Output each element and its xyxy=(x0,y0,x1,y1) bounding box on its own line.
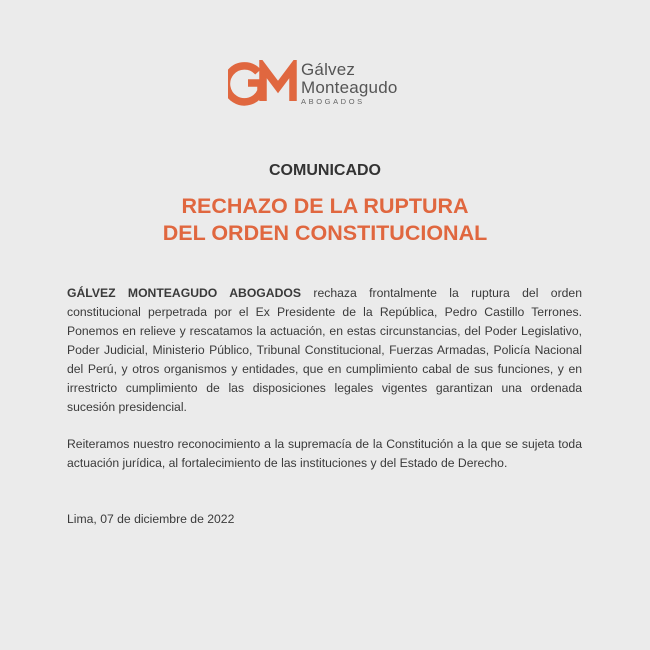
document-title xyxy=(0,193,650,247)
document-body xyxy=(67,284,582,473)
logo-subtitle: ABOGADOS xyxy=(301,96,365,106)
document-date: Lima, 07 de diciembre de 2022 xyxy=(67,512,235,526)
logo-line-galvez: Gálvez xyxy=(301,59,356,79)
paragraph-2: Reiteramos nuestro reconocimiento a la supremacía de la Constitución a la que se sujeta toda actuación jurídica, al fortalecimiento de las instituciones y del Estado de Derecho. xyxy=(67,437,582,470)
document-heading: COMUNICADO xyxy=(269,162,381,179)
gm-monogram-icon xyxy=(228,60,298,106)
title-line-2: DEL ORDEN CONSTITUCIONAL xyxy=(162,221,488,245)
paragraph-1 xyxy=(67,284,582,417)
logo-wordmark xyxy=(301,61,398,106)
logo-line-monteagudo: Monteagudo xyxy=(301,77,398,97)
title-line-1: RECHAZO DE LA RUPTURA xyxy=(181,194,469,218)
paragraph-1-text: rechaza frontalmente la ruptura del orden constitucional perpetrada por el Ex Presidente de la República, Pedro Castillo Terrones. Ponemos en relieve y rescatamos la actuación, en estas circunstancias, del Poder Legislativo, Poder Judicial, Ministerio Público, Tribunal Constitucional, Fuerzas Armadas, Policía Nacional del Perú, y otros organismos y entidades, que en cumplimiento cabal de sus funciones, y en irrestricto cumplimiento de las disposiciones legales vigentes garantizan una ordenada sucesión presidencial. xyxy=(67,286,582,414)
company-name-lead: GÁLVEZ MONTEAGUDO ABOGADOS xyxy=(67,286,301,300)
company-logo xyxy=(228,60,398,106)
